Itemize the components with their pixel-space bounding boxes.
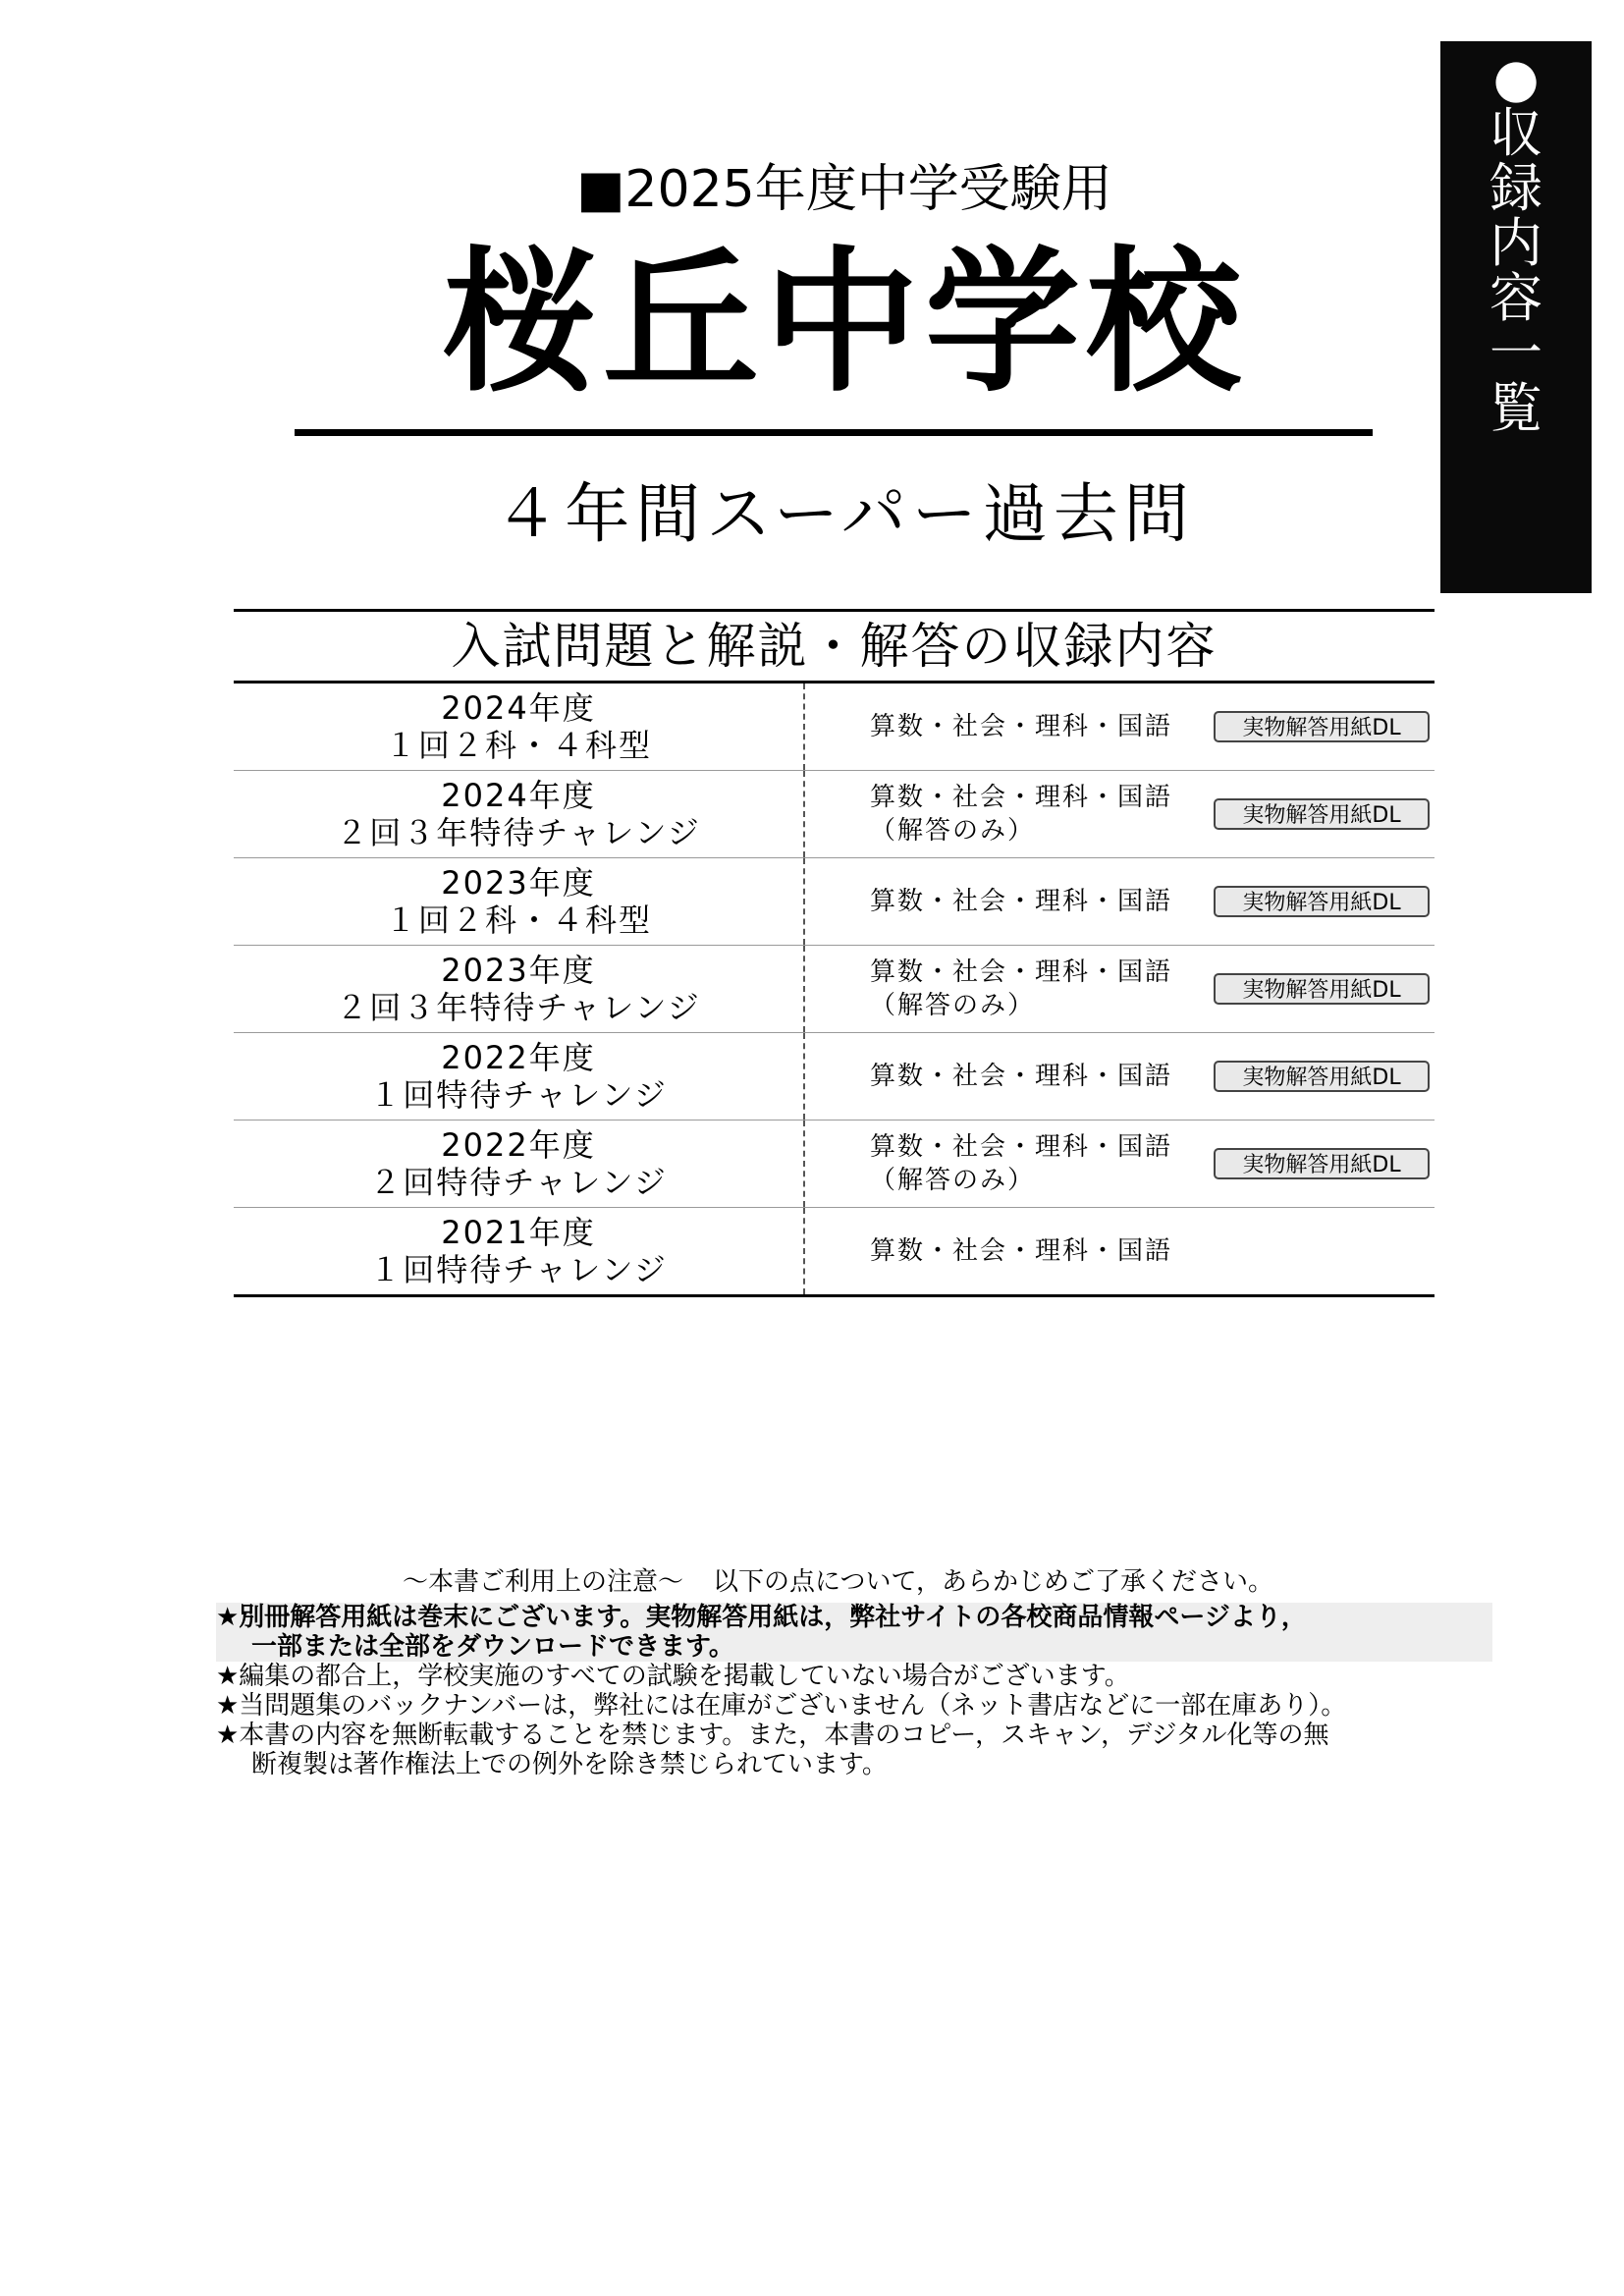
subjects-label: 算数・社会・理科・国語 bbox=[870, 1132, 1173, 1162]
year-label: 2024年度 bbox=[441, 689, 596, 727]
answer-sheet-download-button[interactable]: 実物解答用紙DL bbox=[1214, 973, 1430, 1005]
year-label: 2023年度 bbox=[441, 864, 596, 902]
year-label: 2022年度 bbox=[441, 1039, 596, 1076]
table-row bbox=[234, 1208, 1435, 1294]
subjects-cell bbox=[870, 858, 1172, 945]
subjects-cell bbox=[870, 946, 1172, 1032]
note-text: ★本書の内容を無断転載することを禁じます。また，本書のコピー，スキャン，デジタル化等の無 bbox=[216, 1721, 1329, 1750]
note-item-answer-sheet bbox=[216, 1603, 1492, 1662]
series-title: ４年間スーパー過去問 bbox=[494, 476, 1195, 552]
subjects-note: （解答のみ） bbox=[870, 991, 1036, 1020]
side-tab-char: 録 bbox=[1489, 157, 1543, 219]
side-tab-char: 一 bbox=[1489, 322, 1543, 384]
year-cell bbox=[234, 771, 805, 857]
note-item-back-numbers bbox=[216, 1691, 1492, 1721]
exam-label: １回特待チャレンジ bbox=[369, 1076, 668, 1114]
year-cell bbox=[234, 1208, 805, 1294]
table-row bbox=[234, 1121, 1435, 1208]
exam-label: １回２科・４科型 bbox=[384, 902, 652, 939]
exam-label: １回特待チャレンジ bbox=[369, 1251, 668, 1288]
title-divider bbox=[295, 429, 1373, 436]
table-row bbox=[234, 683, 1435, 771]
exam-label: １回２科・４科型 bbox=[384, 727, 652, 764]
subjects-label: 算数・社会・理科・国語 bbox=[870, 957, 1173, 987]
school-title: 桜丘中学校 bbox=[442, 233, 1247, 413]
subjects-cell bbox=[870, 1208, 1172, 1294]
side-tab-char: 容 bbox=[1489, 267, 1543, 329]
note-text-continued: 一部または全部をダウンロードできます。 bbox=[251, 1632, 734, 1662]
exam-label: ２回３年特待チャレンジ bbox=[336, 814, 701, 851]
notes-heading-line bbox=[216, 1561, 1492, 1603]
subjects-label: 算数・社会・理科・国語 bbox=[870, 1062, 1173, 1091]
subjects-cell bbox=[870, 1121, 1172, 1207]
notes-subheading: 以下の点について，あらかじめご了承ください。 bbox=[713, 1567, 1273, 1597]
year-cell bbox=[234, 1121, 805, 1207]
side-tab-char: 収 bbox=[1489, 102, 1543, 164]
subjects-cell bbox=[870, 1033, 1172, 1120]
subjects-cell bbox=[870, 683, 1172, 770]
table-row bbox=[234, 1033, 1435, 1121]
year-cell bbox=[234, 858, 805, 945]
answer-sheet-download-button[interactable]: 実物解答用紙DL bbox=[1214, 1061, 1430, 1092]
year-cell bbox=[234, 946, 805, 1032]
subjects-note: （解答のみ） bbox=[870, 1166, 1036, 1195]
note-item-editing bbox=[216, 1662, 1492, 1691]
year-cell bbox=[234, 1033, 805, 1120]
year-label: 2024年度 bbox=[441, 777, 596, 814]
note-text: ★別冊解答用紙は巻末にございます。実物解答用紙は，弊社サイトの各校商品情報ページより， bbox=[216, 1603, 1307, 1632]
year-cell bbox=[234, 683, 805, 770]
note-text: ★当問題集のバックナンバーは，弊社には在庫がございません（ネット書店などに一部在庫あり）。 bbox=[216, 1691, 1347, 1721]
answer-sheet-download-button[interactable]: 実物解答用紙DL bbox=[1214, 1148, 1430, 1179]
table-title: 入試問題と解説・解答の収録内容 bbox=[234, 612, 1435, 683]
notes-heading: ～本書ご利用上の注意～ bbox=[403, 1567, 684, 1597]
subjects-label: 算数・社会・理科・国語 bbox=[870, 887, 1173, 916]
answer-sheet-download-button[interactable]: 実物解答用紙DL bbox=[1214, 886, 1430, 917]
side-tab-char: 内 bbox=[1489, 212, 1543, 274]
subjects-label: 算数・社会・理科・国語 bbox=[870, 783, 1173, 812]
usage-notes bbox=[216, 1561, 1492, 1779]
table-row bbox=[234, 858, 1435, 946]
note-text-continued: 断複製は著作権法上での例外を除き禁じられています。 bbox=[251, 1750, 888, 1779]
year-label: 2023年度 bbox=[441, 952, 596, 989]
table-row bbox=[234, 946, 1435, 1033]
subjects-cell bbox=[870, 771, 1172, 857]
answer-sheet-download-button[interactable]: 実物解答用紙DL bbox=[1214, 711, 1430, 742]
exam-label: ２回特待チャレンジ bbox=[369, 1164, 668, 1201]
edition-label: ■2025年度中学受験用 bbox=[576, 160, 1112, 219]
subjects-label: 算数・社会・理科・国語 bbox=[870, 712, 1173, 741]
contents-table bbox=[234, 609, 1435, 1297]
answer-sheet-download-button[interactable]: 実物解答用紙DL bbox=[1214, 798, 1430, 830]
note-item-copyright bbox=[216, 1721, 1492, 1779]
subjects-label: 算数・社会・理科・国語 bbox=[870, 1236, 1173, 1266]
side-tab-char: 覧 bbox=[1489, 377, 1543, 439]
side-tab-bullet: ● bbox=[1492, 47, 1540, 109]
year-label: 2022年度 bbox=[441, 1126, 596, 1164]
exam-label: ２回３年特待チャレンジ bbox=[336, 989, 701, 1026]
year-label: 2021年度 bbox=[441, 1214, 596, 1251]
table-row bbox=[234, 771, 1435, 858]
subjects-note: （解答のみ） bbox=[870, 816, 1036, 846]
note-text: ★編集の都合上，学校実施のすべての試験を掲載していない場合がございます。 bbox=[216, 1662, 1130, 1691]
